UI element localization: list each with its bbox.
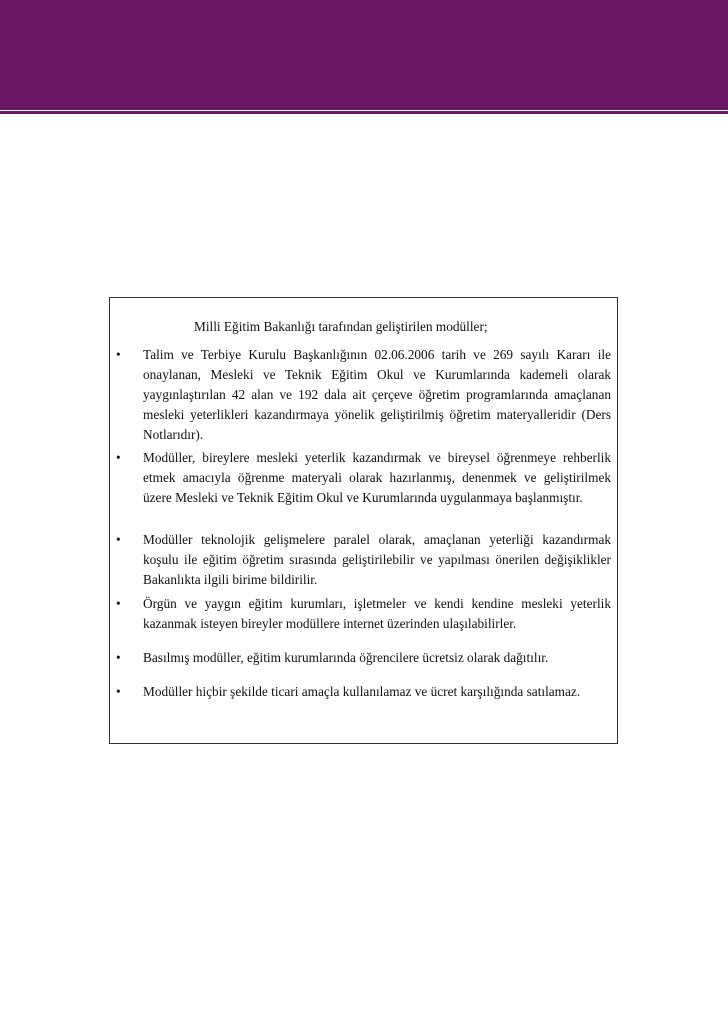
bullet-text: Talim ve Terbiye Kurulu Başkanlığının 02.06.2006 tarih ve 269 sayılı Kararı ile onaylanan, Mesleki ve Teknik Eğitim Okul ve Kurumlarında kademeli olarak yaygınlaştırılan 42 alan ve 192 dala ait çerçeve öğretim programlarında amaçlanan mesleki yeterlikleri kazandırmaya yönelik geliştirilmiş öğretim materyalleridir (Ders Notlarıdır). — [143, 347, 611, 442]
bullet-icon: • — [116, 532, 121, 547]
bullet-icon: • — [116, 650, 121, 665]
bullet-icon: • — [116, 450, 121, 465]
header-divider — [0, 111, 728, 114]
bullet-icon: • — [116, 684, 121, 699]
bullet-text: Basılmış modüller, eğitim kurumlarında öğrencilere ücretsiz olarak dağıtılır. — [143, 650, 549, 665]
header-band — [0, 0, 728, 110]
bullet-text: Modüller, bireylere mesleki yeterlik kazandırmak ve bireysel öğrenmeye rehberlik etmek amacıyla öğrenme materyali olarak hazırlanmış, denenmek ve geliştirilmek üzere Mesleki ve Teknik Eğitim Okul ve Kurumlarında uygulanmaya başlanmıştır. — [143, 450, 611, 505]
box-title: Milli Eğitim Bakanlığı tarafından geliştirilen modüller; — [194, 319, 488, 334]
bullet-icon: • — [116, 596, 121, 611]
bullet-text: Modüller teknolojik gelişmelere paralel olarak, amaçlanan yeterliği kazandırmak koşulu ile eğitim öğretim sırasında geliştirilebilir ve yapılması önerilen değişiklikler Bakanlıkta ilgili birime bildirilir. — [143, 532, 611, 587]
bullet-icon: • — [116, 347, 121, 362]
modules-info-box — [109, 297, 618, 744]
bullet-text: Örgün ve yaygın eğitim kurumları, işletmeler ve kendi kendine mesleki yeterlik kazanmak isteyen bireyler modüllere internet üzerinden ulaşılabilirler. — [143, 596, 611, 631]
bullet-text: Modüller hiçbir şekilde ticari amaçla kullanılamaz ve ücret karşılığında satılamaz. — [143, 684, 581, 699]
